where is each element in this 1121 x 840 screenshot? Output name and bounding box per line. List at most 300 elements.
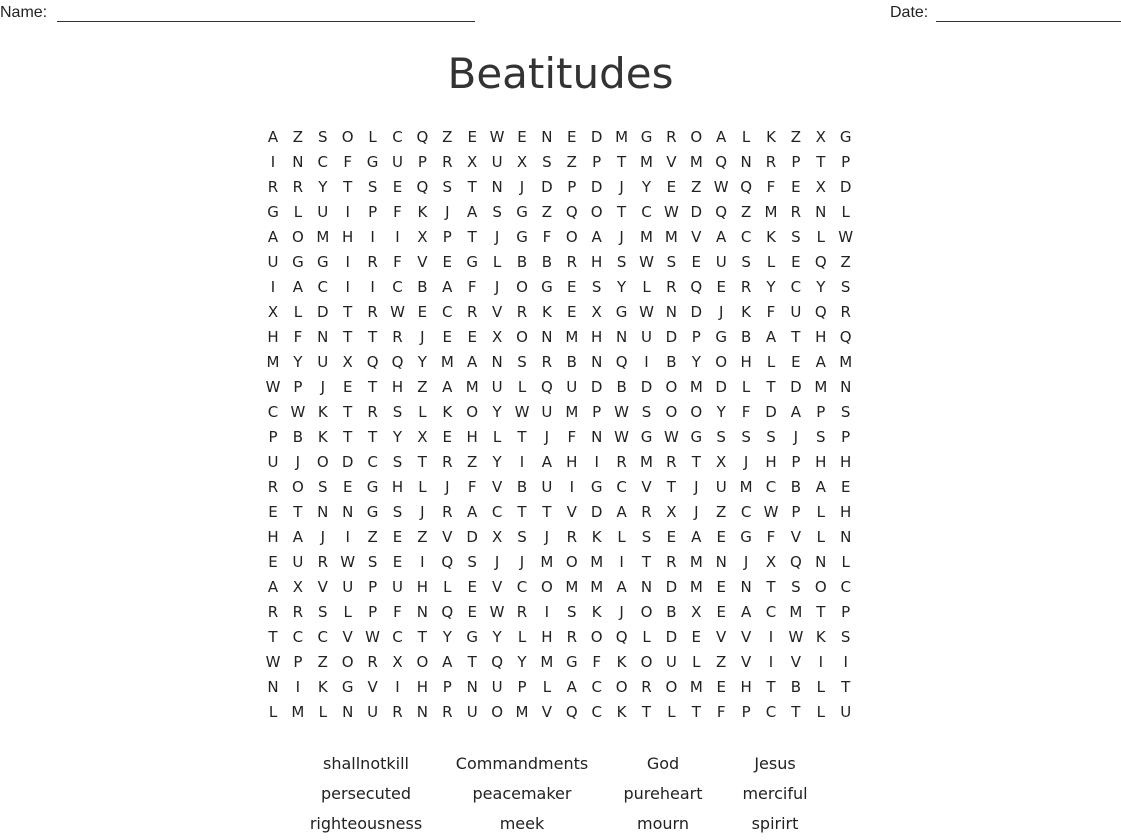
grid-letter: S bbox=[392, 503, 403, 521]
grid-letter: L bbox=[766, 253, 776, 271]
grid-letter: R bbox=[367, 303, 378, 321]
grid-letter: L bbox=[268, 703, 278, 721]
grid-letter: D bbox=[590, 128, 603, 146]
grid-letter: E bbox=[417, 303, 428, 321]
grid-letter: F bbox=[467, 278, 477, 296]
grid-letter: P bbox=[791, 503, 801, 521]
grid-letter: J bbox=[445, 203, 450, 221]
grid-letter: P bbox=[791, 453, 801, 471]
word-list-item: mourn bbox=[637, 814, 689, 833]
grid-letter: K bbox=[591, 603, 602, 621]
grid-letter: P bbox=[567, 178, 577, 196]
grid-letter: S bbox=[492, 203, 502, 221]
name-label: Name: bbox=[0, 4, 48, 21]
grid-letter: W bbox=[614, 428, 630, 446]
grid-letter: G bbox=[267, 203, 279, 221]
grid-letter: Q bbox=[740, 178, 752, 196]
grid-letter: R bbox=[641, 678, 652, 696]
grid-letter: N bbox=[541, 128, 553, 146]
grid-letter: P bbox=[816, 403, 826, 421]
grid-letter: R bbox=[267, 603, 279, 621]
grid-letter: K bbox=[616, 653, 627, 671]
grid-letter: X bbox=[417, 428, 428, 446]
grid-letter: R bbox=[666, 278, 677, 296]
grid-letter: R bbox=[292, 178, 304, 196]
grid-letter: J bbox=[544, 528, 550, 546]
grid-letter: L bbox=[418, 403, 427, 421]
grid-letter: L bbox=[542, 678, 552, 696]
grid-letter: J bbox=[519, 553, 525, 571]
grid-letter: S bbox=[392, 403, 403, 421]
grid-letter: Z bbox=[417, 528, 428, 546]
grid-letter: J bbox=[619, 228, 624, 246]
grid-letter: S bbox=[741, 428, 751, 446]
grid-letter: H bbox=[342, 228, 354, 246]
grid-letter: H bbox=[740, 353, 752, 371]
grid-letter: L bbox=[343, 603, 352, 621]
grid-letter: T bbox=[542, 503, 552, 521]
grid-letter: U bbox=[267, 253, 279, 271]
grid-letter: E bbox=[467, 603, 477, 621]
grid-letter: U bbox=[392, 578, 403, 596]
grid-letter: J bbox=[420, 503, 425, 521]
grid-letter: H bbox=[591, 328, 603, 346]
grid-letter: R bbox=[267, 478, 279, 496]
grid-letter: Q bbox=[441, 553, 454, 571]
grid-letter: O bbox=[516, 328, 528, 346]
grid-letter: K bbox=[616, 703, 627, 721]
grid-letter: K bbox=[317, 678, 328, 696]
grid-letter: H bbox=[765, 453, 777, 471]
grid-letter: M bbox=[789, 603, 803, 621]
word-list-item: Commandments bbox=[455, 754, 589, 773]
grid-letter: C bbox=[367, 453, 378, 471]
grid-letter: E bbox=[467, 328, 477, 346]
grid-letter: I bbox=[270, 278, 276, 296]
grid-letter: D bbox=[839, 178, 852, 196]
grid-letter: H bbox=[566, 453, 578, 471]
grid-letter: S bbox=[766, 428, 776, 446]
grid-letter: R bbox=[666, 453, 677, 471]
grid-letter: S bbox=[517, 528, 527, 546]
grid-letter: J bbox=[544, 428, 550, 446]
grid-letter: V bbox=[442, 528, 453, 546]
grid-letter: R bbox=[367, 253, 378, 271]
grid-letter: U bbox=[790, 303, 802, 321]
grid-letter: T bbox=[816, 603, 826, 621]
grid-letter: F bbox=[766, 528, 776, 546]
grid-letter: Z bbox=[317, 653, 328, 671]
grid-letter: P bbox=[741, 703, 751, 721]
grid-letter: K bbox=[442, 403, 453, 421]
grid-letter: G bbox=[590, 478, 603, 496]
grid-letter: F bbox=[766, 303, 776, 321]
grid-letter: Q bbox=[565, 703, 578, 721]
grid-letter: P bbox=[841, 603, 851, 621]
grid-letter: Q bbox=[565, 203, 578, 221]
grid-letter: Z bbox=[716, 653, 727, 671]
word-list-item: God bbox=[646, 754, 680, 773]
grid-letter: D bbox=[590, 503, 603, 521]
grid-letter: S bbox=[816, 428, 826, 446]
grid-letter: V bbox=[716, 628, 727, 646]
grid-letter: G bbox=[615, 303, 628, 321]
grid-letter: N bbox=[640, 578, 653, 596]
grid-letter: L bbox=[492, 428, 502, 446]
grid-letter: E bbox=[342, 378, 353, 396]
grid-letter: Y bbox=[392, 428, 403, 446]
grid-letter: L bbox=[816, 703, 825, 721]
grid-letter: N bbox=[491, 178, 503, 196]
grid-letter: A bbox=[815, 353, 826, 371]
grid-letter: X bbox=[392, 653, 403, 671]
grid-letter: L bbox=[816, 503, 825, 521]
grid-letter: U bbox=[541, 478, 553, 496]
grid-letter: Z bbox=[442, 128, 453, 146]
grid-letter: F bbox=[467, 478, 477, 496]
grid-letter: N bbox=[615, 328, 628, 346]
grid-letter: J bbox=[295, 453, 301, 471]
grid-letter: G bbox=[292, 253, 304, 271]
grid-letter: V bbox=[317, 578, 328, 596]
grid-letter: N bbox=[815, 553, 827, 571]
grid-letter: X bbox=[591, 303, 602, 321]
grid-letter: L bbox=[741, 378, 751, 396]
grid-letter: R bbox=[392, 703, 403, 721]
grid-letter: T bbox=[368, 428, 378, 446]
grid-letter: H bbox=[591, 253, 603, 271]
grid-letter: I bbox=[594, 453, 599, 471]
grid-letter: E bbox=[467, 578, 477, 596]
grid-letter: R bbox=[790, 203, 802, 221]
grid-letter: Q bbox=[615, 353, 628, 371]
grid-letter: H bbox=[391, 378, 404, 396]
grid-letter: A bbox=[442, 278, 453, 296]
grid-letter: V bbox=[342, 628, 353, 646]
grid-letter: A bbox=[267, 578, 279, 596]
word-list-item: righteousness bbox=[309, 814, 423, 833]
grid-letter: M bbox=[664, 228, 678, 246]
grid-letter: T bbox=[766, 678, 776, 696]
grid-letter: R bbox=[566, 528, 578, 546]
grid-letter: G bbox=[316, 253, 329, 271]
grid-letter: E bbox=[268, 553, 278, 571]
grid-letter: Z bbox=[467, 453, 478, 471]
grid-letter: E bbox=[442, 428, 453, 446]
grid-letter: U bbox=[566, 378, 578, 396]
grid-letter: M bbox=[615, 128, 629, 146]
grid-letter: A bbox=[616, 503, 627, 521]
grid-letter: M bbox=[465, 378, 479, 396]
grid-letter: U bbox=[267, 453, 279, 471]
grid-letter: M bbox=[540, 653, 554, 671]
word-list-item: shallnotkill bbox=[323, 754, 409, 773]
grid-letter: N bbox=[591, 428, 603, 446]
grid-letter: X bbox=[691, 603, 702, 621]
grid-letter: H bbox=[267, 328, 279, 346]
grid-letter: M bbox=[689, 553, 703, 571]
page-title: Beatitudes bbox=[447, 49, 674, 98]
grid-letter: W bbox=[514, 403, 530, 421]
grid-letter: A bbox=[541, 453, 553, 471]
grid-letter: W bbox=[265, 378, 281, 396]
grid-letter: W bbox=[639, 303, 654, 321]
grid-letter: C bbox=[740, 228, 752, 246]
grid-letter: X bbox=[491, 528, 503, 546]
grid-letter: T bbox=[368, 378, 378, 396]
grid-letter: T bbox=[343, 303, 353, 321]
grid-letter: B bbox=[666, 353, 677, 371]
grid-letter: N bbox=[416, 603, 428, 621]
grid-letter: W bbox=[489, 128, 505, 146]
grid-letter: T bbox=[268, 628, 278, 646]
grid-letter: P bbox=[592, 403, 602, 421]
grid-letter: U bbox=[491, 378, 503, 396]
word-list-item: pureheart bbox=[623, 784, 703, 803]
grid-letter: E bbox=[392, 178, 403, 196]
grid-letter: G bbox=[640, 128, 653, 146]
grid-letter: J bbox=[320, 378, 326, 396]
grid-letter: T bbox=[617, 153, 627, 171]
grid-letter: N bbox=[740, 153, 752, 171]
grid-letter: R bbox=[442, 153, 453, 171]
grid-letter: W bbox=[838, 228, 854, 246]
grid-letter: W bbox=[340, 553, 356, 571]
grid-letter: E bbox=[716, 603, 726, 621]
grid-letter: Z bbox=[566, 153, 577, 171]
grid-letter: J bbox=[718, 303, 724, 321]
grid-letter: M bbox=[640, 453, 653, 471]
grid-letter: E bbox=[716, 528, 726, 546]
grid-letter: V bbox=[367, 678, 378, 696]
grid-letter: Q bbox=[441, 603, 454, 621]
grid-letter: Y bbox=[816, 278, 826, 296]
grid-letter: O bbox=[690, 128, 703, 146]
grid-letter: O bbox=[291, 478, 304, 496]
grid-letter: H bbox=[391, 478, 404, 496]
grid-letter: E bbox=[392, 553, 403, 571]
grid-letter: A bbox=[790, 403, 802, 421]
grid-letter: T bbox=[343, 403, 353, 421]
grid-letter: S bbox=[840, 278, 851, 296]
grid-letter: M bbox=[515, 703, 529, 721]
grid-letter: D bbox=[690, 303, 703, 321]
grid-letter: T bbox=[467, 178, 477, 196]
grid-letter: O bbox=[665, 378, 678, 396]
grid-letter: I bbox=[345, 203, 350, 221]
grid-letter: Q bbox=[715, 203, 728, 221]
grid-letter: I bbox=[843, 653, 848, 671]
grid-letter: F bbox=[766, 178, 776, 196]
grid-letter: L bbox=[418, 478, 427, 496]
grid-letter: U bbox=[840, 703, 852, 721]
grid-letter: Z bbox=[790, 128, 802, 146]
grid-letter: W bbox=[663, 203, 679, 221]
grid-letter: N bbox=[715, 553, 727, 571]
grid-letter: A bbox=[467, 203, 478, 221]
grid-letter: J bbox=[694, 503, 699, 521]
grid-letter: A bbox=[591, 228, 602, 246]
grid-letter: Q bbox=[366, 353, 379, 371]
grid-letter: O bbox=[516, 278, 528, 296]
grid-letter: F bbox=[542, 228, 552, 246]
grid-letter: H bbox=[466, 428, 478, 446]
grid-letter: O bbox=[615, 678, 628, 696]
grid-letter: M bbox=[565, 328, 579, 346]
grid-letter: U bbox=[317, 203, 329, 221]
grid-letter: T bbox=[467, 653, 477, 671]
grid-letter: T bbox=[617, 203, 627, 221]
grid-letter: P bbox=[368, 203, 378, 221]
grid-letter: T bbox=[467, 228, 477, 246]
grid-letter: G bbox=[366, 153, 379, 171]
grid-letter: C bbox=[317, 628, 329, 646]
grid-letter: L bbox=[816, 678, 825, 696]
grid-letter: Z bbox=[716, 503, 727, 521]
grid-letter: S bbox=[542, 153, 552, 171]
grid-letter: J bbox=[694, 478, 699, 496]
grid-letter: P bbox=[442, 228, 452, 246]
grid-letter: A bbox=[467, 503, 478, 521]
grid-letter: U bbox=[541, 403, 553, 421]
grid-letter: R bbox=[566, 628, 578, 646]
grid-letter: H bbox=[815, 453, 827, 471]
grid-letter: P bbox=[368, 578, 378, 596]
grid-letter: U bbox=[466, 703, 478, 721]
grid-letter: M bbox=[814, 378, 828, 396]
grid-letter: C bbox=[765, 703, 777, 721]
grid-letter: J bbox=[445, 478, 450, 496]
grid-letter: I bbox=[395, 678, 400, 696]
grid-letter: Q bbox=[715, 153, 728, 171]
grid-letter: G bbox=[640, 428, 653, 446]
grid-letter: L bbox=[642, 628, 651, 646]
grid-letter: G bbox=[565, 653, 578, 671]
grid-letter: F bbox=[716, 703, 726, 721]
grid-letter: B bbox=[790, 478, 802, 496]
grid-letter: E bbox=[791, 353, 801, 371]
grid-letter: A bbox=[716, 228, 727, 246]
grid-letter: C bbox=[491, 503, 503, 521]
grid-letter: N bbox=[317, 328, 329, 346]
grid-letter: A bbox=[815, 478, 826, 496]
grid-letter: C bbox=[591, 678, 602, 696]
grid-letter: W bbox=[489, 603, 505, 621]
grid-letter: C bbox=[616, 478, 627, 496]
grid-letter: S bbox=[666, 253, 677, 271]
grid-letter: I bbox=[395, 228, 400, 246]
grid-letter: J bbox=[743, 453, 749, 471]
grid-letter: L bbox=[816, 228, 825, 246]
grid-letter: Y bbox=[641, 178, 652, 196]
grid-letter: A bbox=[740, 603, 752, 621]
grid-letter: L bbox=[517, 378, 527, 396]
grid-letter: I bbox=[818, 653, 824, 671]
grid-letter: P bbox=[293, 653, 303, 671]
grid-letter: B bbox=[666, 603, 677, 621]
grid-letter: O bbox=[341, 653, 354, 671]
grid-letter: M bbox=[590, 578, 604, 596]
grid-letter: I bbox=[619, 553, 624, 571]
grid-letter: B bbox=[541, 253, 553, 271]
grid-letter: H bbox=[267, 528, 279, 546]
grid-letter: Y bbox=[492, 403, 502, 421]
grid-letter: M bbox=[739, 478, 753, 496]
grid-letter: O bbox=[814, 578, 827, 596]
grid-letter: M bbox=[540, 553, 554, 571]
grid-letter: I bbox=[345, 278, 350, 296]
grid-letter: C bbox=[267, 403, 279, 421]
grid-letter: G bbox=[466, 253, 478, 271]
grid-letter: T bbox=[841, 678, 851, 696]
grid-letter: D bbox=[317, 303, 329, 321]
grid-letter: K bbox=[766, 128, 776, 146]
grid-letter: C bbox=[317, 278, 329, 296]
grid-letter: P bbox=[417, 153, 427, 171]
grid-letter: Q bbox=[839, 328, 852, 346]
grid-letter: S bbox=[318, 603, 328, 621]
grid-letter: Q bbox=[540, 378, 553, 396]
grid-letter: I bbox=[519, 453, 525, 471]
grid-letter: R bbox=[367, 653, 378, 671]
grid-letter: H bbox=[740, 678, 752, 696]
grid-letter: W bbox=[788, 628, 804, 646]
grid-letter: U bbox=[317, 353, 329, 371]
grid-letter: R bbox=[616, 453, 627, 471]
grid-letter: R bbox=[641, 503, 652, 521]
grid-letter: O bbox=[316, 453, 329, 471]
grid-letter: T bbox=[691, 703, 701, 721]
grid-letter: N bbox=[317, 503, 329, 521]
grid-letter: P bbox=[592, 153, 602, 171]
grid-letter: S bbox=[392, 453, 403, 471]
grid-letter: I bbox=[345, 528, 350, 546]
grid-letter: B bbox=[566, 353, 577, 371]
grid-letter: H bbox=[416, 578, 429, 596]
grid-letter: O bbox=[690, 403, 703, 421]
grid-letter: Q bbox=[416, 128, 429, 146]
grid-letter: I bbox=[270, 153, 276, 171]
grid-letter: E bbox=[716, 578, 726, 596]
grid-letter: E bbox=[268, 503, 278, 521]
grid-letter: A bbox=[267, 128, 279, 146]
grid-letter: J bbox=[619, 603, 624, 621]
grid-letter: S bbox=[641, 403, 652, 421]
grid-letter: J bbox=[494, 278, 500, 296]
grid-letter: D bbox=[590, 178, 603, 196]
grid-letter: S bbox=[467, 553, 477, 571]
date-label: Date: bbox=[890, 4, 929, 21]
grid-letter: D bbox=[715, 378, 727, 396]
grid-letter: B bbox=[616, 378, 627, 396]
grid-letter: S bbox=[741, 253, 751, 271]
grid-letter: W bbox=[639, 253, 654, 271]
grid-letter: N bbox=[591, 353, 603, 371]
grid-letter: Y bbox=[492, 453, 502, 471]
grid-letter: T bbox=[641, 703, 652, 721]
grid-letter: E bbox=[467, 128, 477, 146]
grid-letter: Q bbox=[615, 628, 628, 646]
grid-letter: C bbox=[317, 153, 329, 171]
grid-letter: S bbox=[641, 528, 652, 546]
grid-letter: A bbox=[442, 378, 453, 396]
grid-letter: E bbox=[666, 528, 677, 546]
word-list-item: spirirt bbox=[751, 814, 799, 833]
grid-letter: I bbox=[370, 278, 375, 296]
grid-letter: U bbox=[342, 578, 354, 596]
grid-letter: C bbox=[740, 503, 752, 521]
grid-letter: X bbox=[342, 353, 353, 371]
